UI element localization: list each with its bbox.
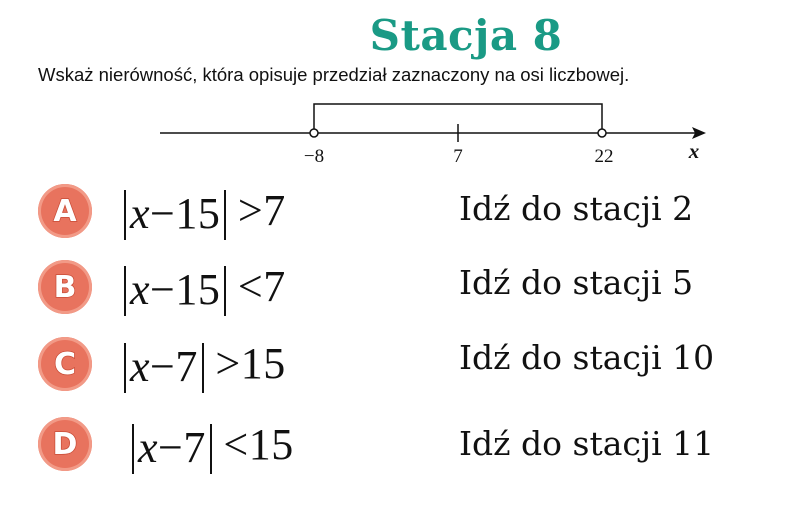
absolute-value: x−7 bbox=[124, 343, 204, 393]
goto-station-c: Idź do stacji 10 bbox=[459, 338, 715, 377]
option-d[interactable] bbox=[0, 413, 800, 483]
formula-d: x−7 <15 bbox=[132, 417, 294, 474]
open-endpoint-left bbox=[310, 129, 318, 137]
label-interval-start: −8 bbox=[303, 146, 325, 167]
formula-c: x−7 >15 bbox=[124, 336, 286, 393]
option-c[interactable] bbox=[0, 333, 800, 403]
instruction-text: Wskaż nierówność, która opisuje przedział zaznaczony na osi liczbowej. bbox=[38, 64, 630, 85]
goto-station-d: Idź do stacji 11 bbox=[459, 424, 715, 463]
label-midpoint: 7 bbox=[453, 146, 463, 167]
badge-c: C bbox=[38, 337, 92, 391]
badge-b: B bbox=[38, 260, 92, 314]
label-interval-end: 22 bbox=[594, 146, 614, 167]
badge-d: D bbox=[38, 417, 92, 471]
option-a[interactable] bbox=[0, 178, 800, 248]
absolute-value: x−15 bbox=[124, 190, 226, 240]
goto-station-a: Idź do stacji 2 bbox=[459, 189, 694, 228]
absolute-value: x−7 bbox=[132, 424, 212, 474]
option-b[interactable] bbox=[0, 256, 800, 326]
formula-b: x−15 <7 bbox=[124, 259, 286, 316]
open-endpoint-right bbox=[598, 129, 606, 137]
formula-a: x−15 >7 bbox=[124, 183, 286, 240]
absolute-value: x−15 bbox=[124, 266, 226, 316]
label-axis-x: x bbox=[688, 139, 700, 163]
page-title: Stacja 8 bbox=[369, 11, 563, 60]
number-line bbox=[0, 0, 800, 175]
badge-a: A bbox=[38, 184, 92, 238]
goto-station-b: Idź do stacji 5 bbox=[459, 263, 694, 302]
